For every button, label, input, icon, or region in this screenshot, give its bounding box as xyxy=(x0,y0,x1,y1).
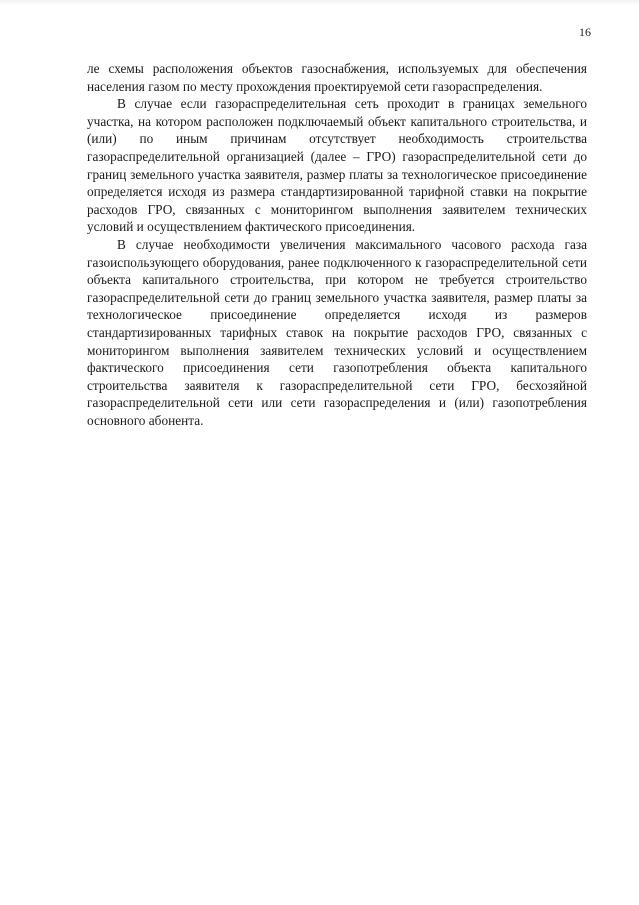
paragraph-continuation: ле схемы расположения объектов газоснабжения, используемых для обеспечения населения газом по месту прохождения проектируемой сети газораспределения. xyxy=(87,61,587,94)
page-top-edge xyxy=(0,0,639,5)
document-body xyxy=(87,60,587,429)
paragraph-increase-gas-consumption: В случае необходимости увеличения максимального часового расхода газа газоиспользующего оборудования, ранее подключенного к газораспределительной сети объекта капитального строительства, при котором не требуется строительство газораспределительной сети до границ земельного участка заявителя, размер платы за технологическое присоединение определяется исходя из размеров стандартизированных тарифных ставок на покрытие расходов ГРО, связанных с мониторингом выполнения заявителем технических условий и осуществлением фактического присоединения сети газопотребления объекта капитального строительства заявителя к газораспределительной сети ГРО, бесхозяйной газораспределительной сети или сети газораспределения и (или) газопотребления основного абонента. xyxy=(87,236,587,428)
page-number: 16 xyxy=(579,25,591,39)
paragraph-gro-network-within-plot: В случае если газораспределительная сеть проходит в границах земельного участка, на котором расположен подключаемый объект капитального строительства, и (или) по иным причинам отсутствует необходимость строительства газораспределительной организацией (далее – ГРО) газораспределительной сети до границ земельного участка заявителя, размер платы за технологическое присоединение определяется исходя из размера стандартизированной тарифной ставки на покрытие расходов ГРО, связанных с мониторингом выполнения заявителем технических условий и осуществлением фактического присоединения. xyxy=(87,96,587,235)
